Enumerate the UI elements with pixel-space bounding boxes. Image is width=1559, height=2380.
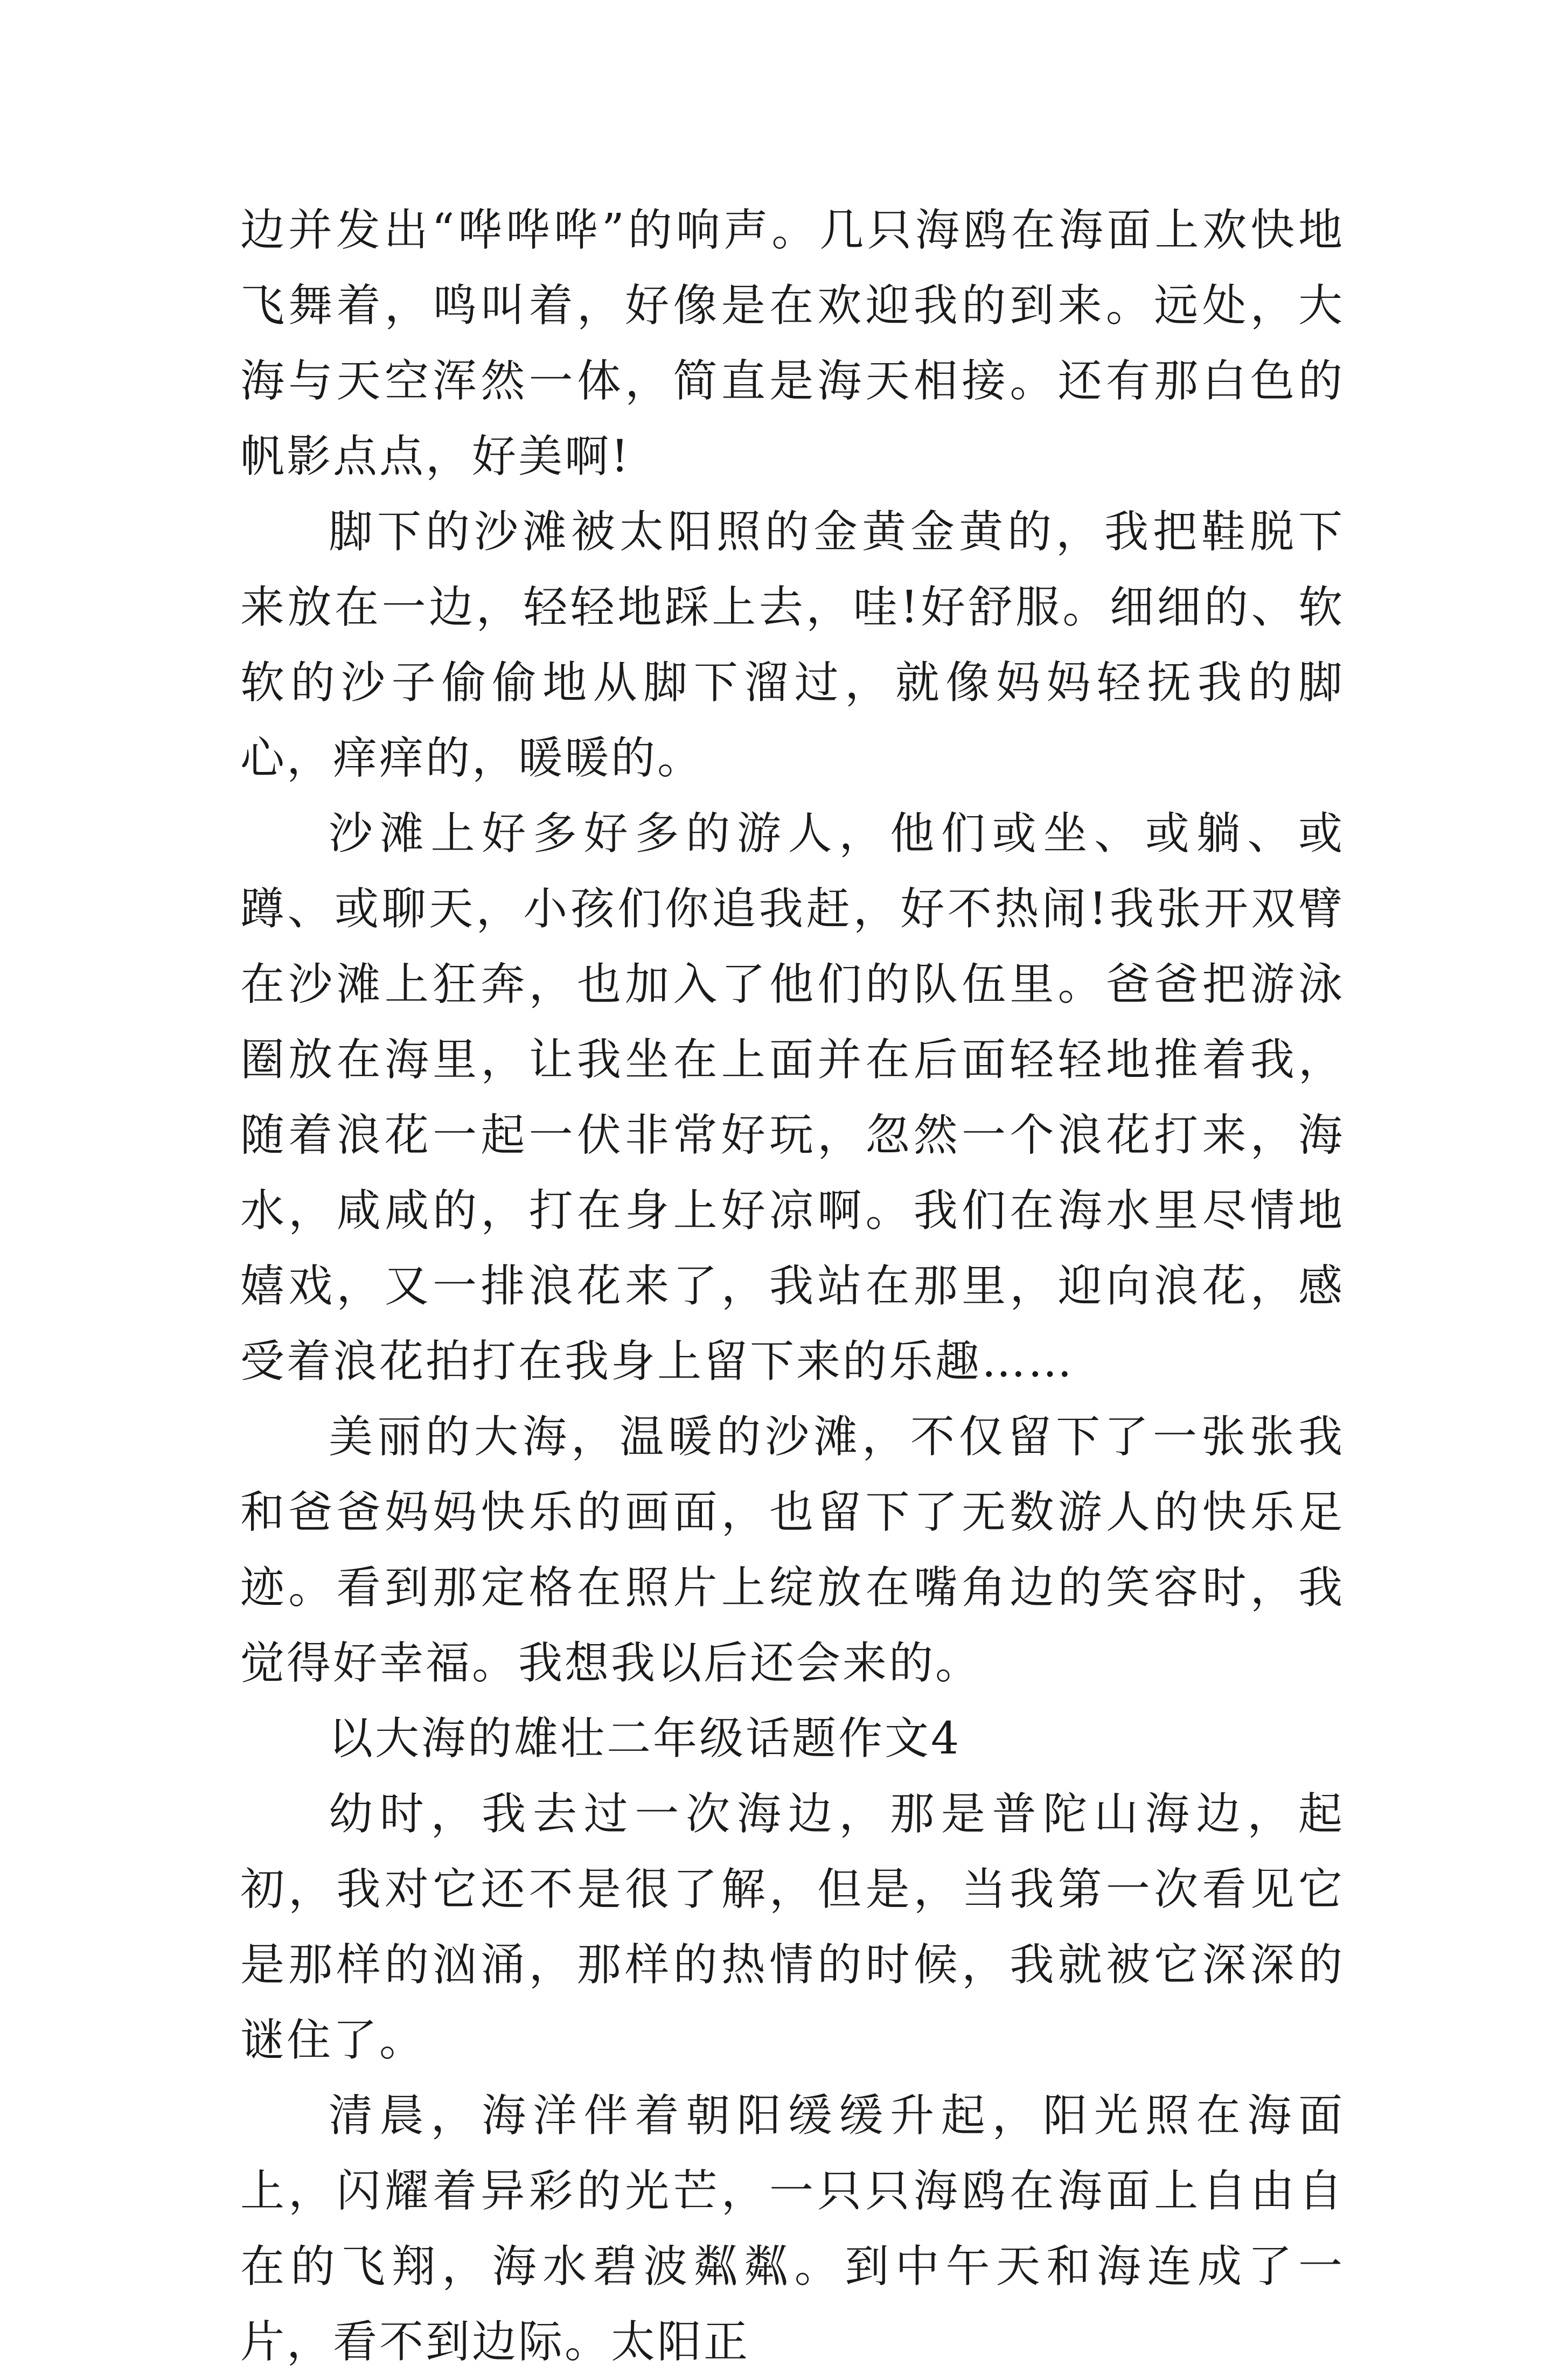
paragraph-5: 幼时，我去过一次海边，那是普陀山海边，起初，我对它还不是很了解，但是，当我第一次看见它是那样的汹涌，那样的热情的时候，我就被它深深的谜住了。 [240,1789,1345,2066]
document-page [240,193,1345,2380]
paragraph-4: 美丽的大海，温暖的沙滩，不仅留下了一张张我和爸爸妈妈快乐的画面，也留下了无数游人的快乐足迹。看到那定格在照片上绽放在嘴角边的笑容时，我觉得好幸福。我想我以后还会来的。 [240,1411,1345,1689]
paragraph-1: 边并发出“哗哗哗”的响声。几只海鸥在海面上欢快地飞舞着，鸣叫着，好像是在欢迎我的到来。远处，大海与天空浑然一体，简直是海天相接。还有那白色的帆影点点，好美啊! [240,205,1345,482]
section-heading: 以大海的雄壮二年级话题作文4 [329,1713,962,1764]
paragraph-2: 脚下的沙滩被太阳照的金黄金黄的，我把鞋脱下来放在一边，轻轻地踩上去，哇!好舒服。细细的、软软的沙子偷偷地从脚下溜过，就像妈妈轻抚我的脚心，痒痒的，暖暖的。 [240,506,1345,784]
paragraph-6: 清晨，海洋伴着朝阳缓缓升起，阳光照在海面上，闪耀着异彩的光芒，一只只海鸥在海面上自由自在的飞翔，海水碧波粼粼。到中午天和海连成了一片，看不到边际。太阳正 [240,2090,1345,2368]
paragraph-3: 沙滩上好多好多的游人，他们或坐、或躺、或蹲、或聊天，小孩们你追我赶，好不热闹!我张开双臂在沙滩上狂奔，也加入了他们的队伍里。爸爸把游泳圈放在海里，让我坐在上面并在后面轻轻地推着我，随着浪花一起一伏非常好玩，忽然一个浪花打来，海水，咸咸的，打在身上好凉啊。我们在海水里尽情地嬉戏，又一排浪花来了，我站在那里，迎向浪花，感受着浪花拍打在我身上留下来的乐趣…… [240,808,1345,1387]
